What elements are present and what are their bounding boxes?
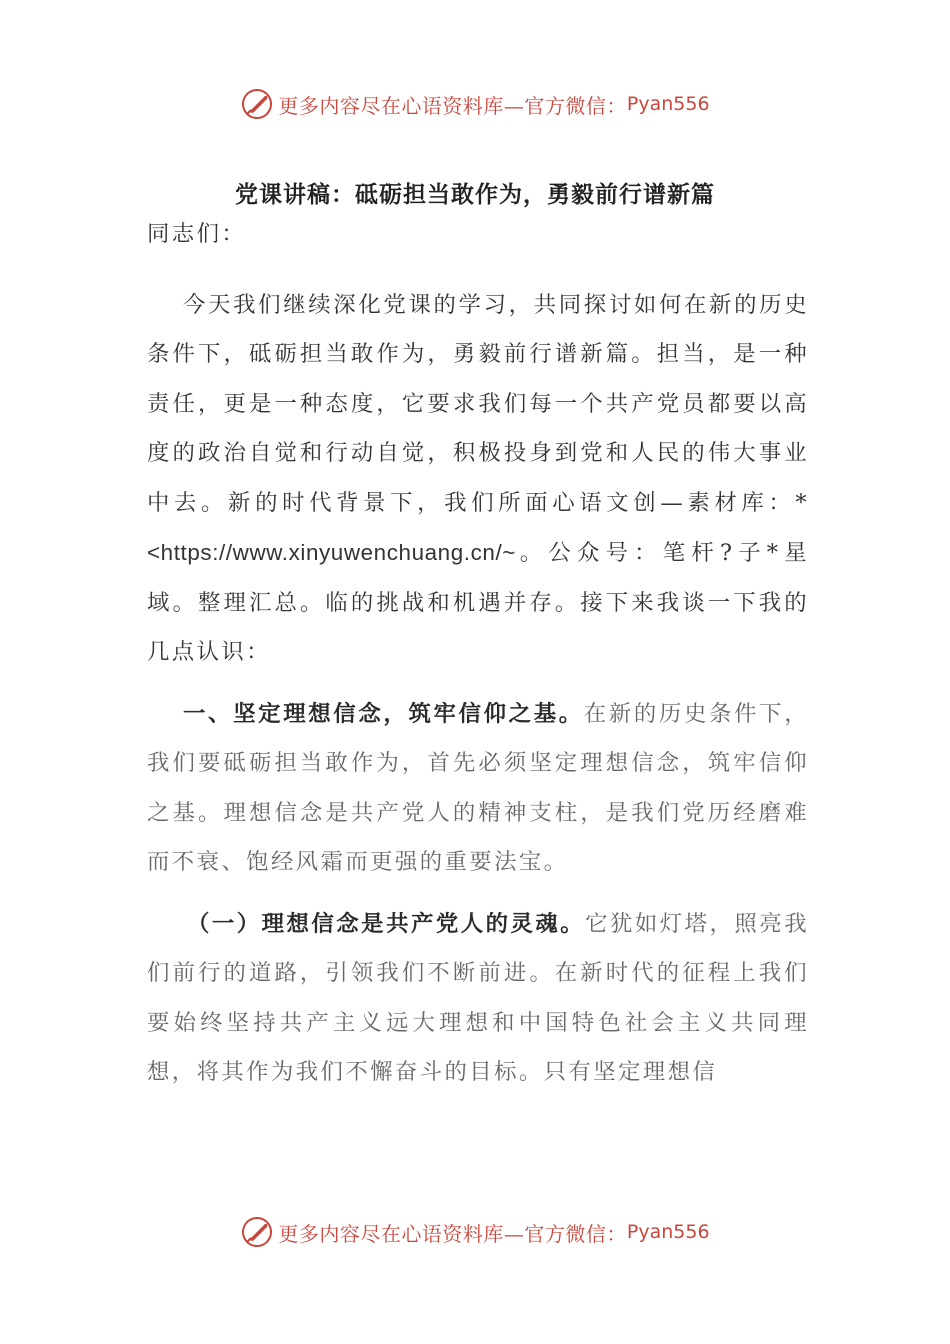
quill-pen-logo-icon — [240, 1215, 274, 1249]
intro-link: <https://www.xinyuwenchuang.cn/~ — [147, 540, 516, 565]
section-1-body: 在新的历史条件下，我们要砥砺担当敢作为，首先必须坚定理想信念，筑牢信仰之基。理想信念是共产党人的精神支柱，是我们党历经磨难而不衰、饱经风霜而更强的重要法宝。 — [147, 700, 809, 875]
intro-text-b: 。公众号：笔杆?子*星域。整理汇总。临的挑战和机遇并存。接下来我谈一下我的几点认识： — [147, 540, 809, 665]
header-watermark — [0, 84, 950, 124]
document-title: 党课讲稿：砥砺担当敢作为，勇毅前行谱新篇 — [235, 181, 715, 208]
intro-text-a: 今天我们继续深化党课的学习，共同探讨如何在新的历史条件下，砥砺担当敢作为，勇毅前行谱新篇。担当，是一种责任，更是一种态度，它要求我们每一个共产党员都要以高度的政治自觉和行动自觉，积极投身到党和人民的伟大事业中去。新的时代背景下，我们所面心语文创—素材库：* — [147, 291, 809, 516]
greeting: 同志们： — [147, 221, 247, 247]
section-1-heading: 一、坚定理想信念，筑牢信仰之基。 — [183, 700, 584, 727]
watermark-text: 更多内容尽在心语资料库—官方微信： — [278, 1221, 627, 1246]
subsection-1-body: 它犹如灯塔，照亮我们前行的道路，引领我们不断前进。在新时代的征程上我们要始终坚持共产主义远大理想和中国特色社会主义共同理想，将其作为我们不懈奋斗的目标。只有坚定理想信 — [147, 910, 809, 1085]
intro-paragraph — [147, 281, 809, 678]
wechat-id: Pyan556 — [626, 93, 710, 115]
subsection-1-paragraph — [147, 900, 809, 1098]
subsection-1-heading: （一）理想信念是共产党人的灵魂。 — [187, 910, 586, 937]
footer-watermark — [0, 1212, 950, 1252]
quill-pen-logo-icon — [240, 87, 274, 121]
watermark-text: 更多内容尽在心语资料库—官方微信： — [278, 93, 627, 118]
wechat-id: Pyan556 — [626, 1221, 710, 1243]
document-body — [147, 210, 809, 1098]
section-1-paragraph — [147, 690, 809, 888]
